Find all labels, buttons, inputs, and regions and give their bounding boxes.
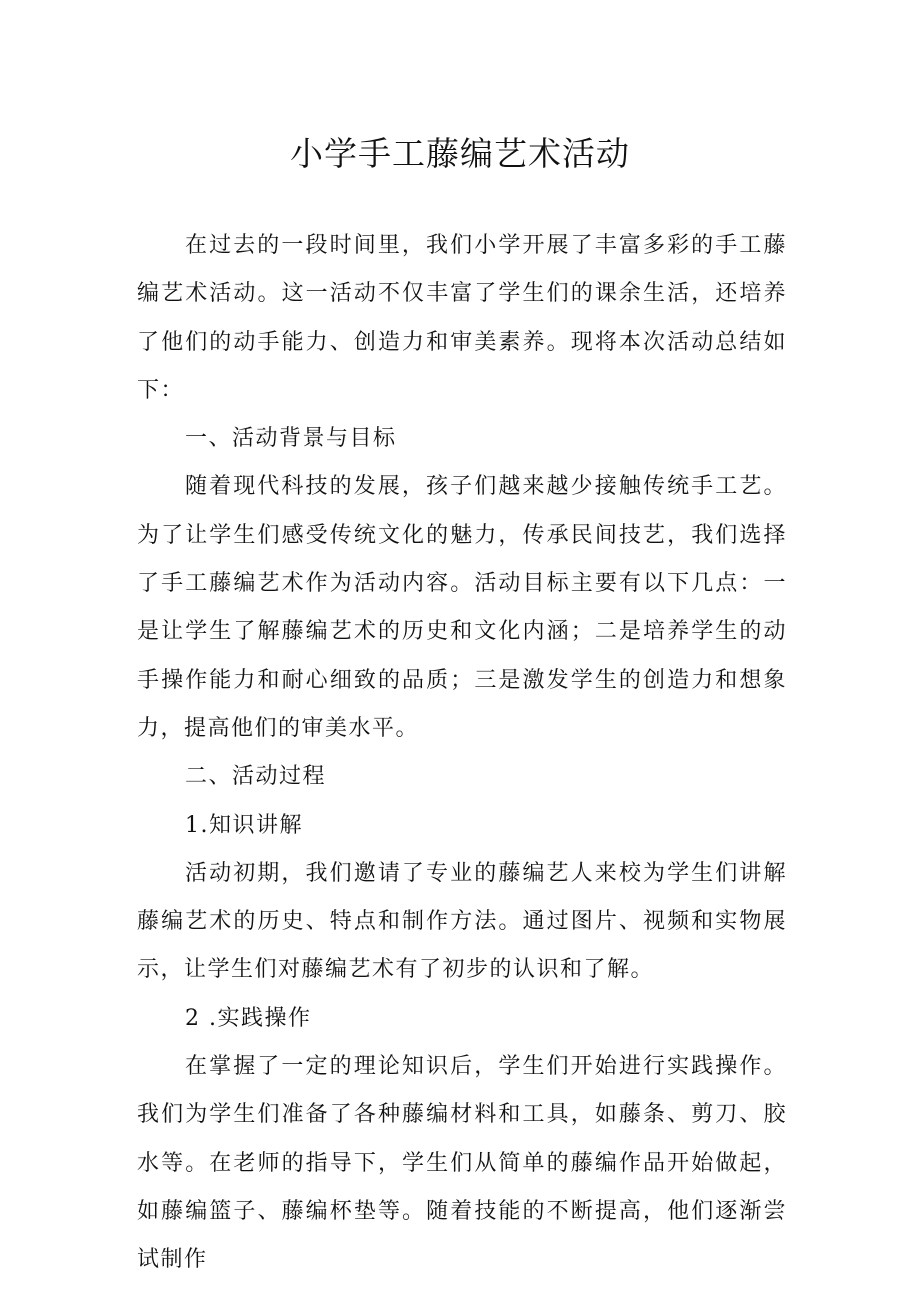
section-heading-process: 二、活动过程 [185, 764, 327, 790]
intro-paragraph: 在过去的一段时间里，我们小学开展了丰富多彩的手工藤编艺术活动。这一活动不仅丰富了学生们的课余生活，还培养了他们的动手能力、创造力和审美素养。现将本次活动总结如下： [137, 233, 787, 403]
subheading-practice: 2 .实践操作 [185, 1005, 312, 1031]
document-body [137, 222, 787, 1285]
section-heading-background: 一、活动背景与目标 [185, 426, 397, 452]
practice-paragraph: 在掌握了一定的理论知识后，学生们开始进行实践操作。我们为学生们准备了各种藤编材料和工具，如藤条、剪刀、胶水等。在老师的指导下，学生们从简单的藤编作品开始做起，如藤编篮子、藤编杯垫等。随着技能的不断提高，他们逐渐尝试制作 [137, 1054, 787, 1273]
background-paragraph: 随着现代科技的发展，孩子们越来越少接触传统手工艺。为了让学生们感受传统文化的魅力，传承民间技艺，我们选择了手工藤编艺术作为活动内容。活动目标主要有以下几点：一是让学生了解藤编艺术的历史和文化内涵；二是培养学生的动手操作能力和耐心细致的品质；三是激发学生的创造力和想象力，提高他们的审美水平。 [137, 474, 787, 741]
knowledge-paragraph: 活动初期，我们邀请了专业的藤编艺人来校为学生们讲解藤编艺术的历史、特点和制作方法。通过图片、视频和实物展示，让学生们对藤编艺术有了初步的认识和了解。 [137, 860, 787, 983]
subheading-knowledge: 1.知识讲解 [185, 812, 303, 838]
document-title: 小学手工藤编艺术活动 [290, 134, 630, 173]
